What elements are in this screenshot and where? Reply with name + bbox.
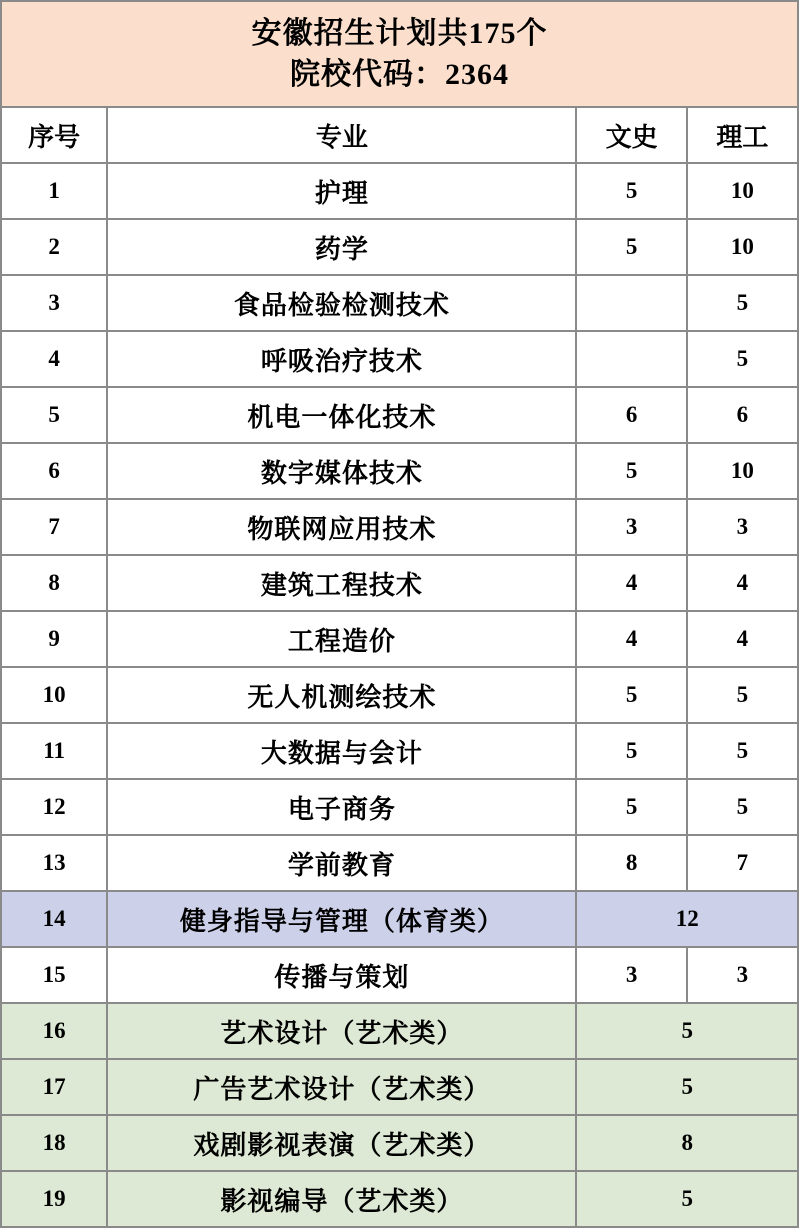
row-number: 5	[1, 387, 107, 443]
table-body	[1, 1, 798, 1227]
row-major-name: 广告艺术设计（艺术类）	[107, 1059, 576, 1115]
row-total-quota: 5	[576, 1003, 798, 1059]
row-ligong-quota: 5	[687, 779, 798, 835]
row-major-name: 戏剧影视表演（艺术类）	[107, 1115, 576, 1171]
table-row	[1, 163, 798, 219]
row-major-name: 影视编导（艺术类）	[107, 1171, 576, 1227]
row-major-name: 艺术设计（艺术类）	[107, 1003, 576, 1059]
column-header-major: 专业	[107, 107, 576, 163]
row-wenshi-quota: 4	[576, 611, 686, 667]
row-major-name: 数字媒体技术	[107, 443, 576, 499]
column-header-no: 序号	[1, 107, 107, 163]
row-ligong-quota: 4	[687, 611, 798, 667]
row-major-name: 机电一体化技术	[107, 387, 576, 443]
table-row	[1, 387, 798, 443]
row-major-name: 大数据与会计	[107, 723, 576, 779]
row-number: 4	[1, 331, 107, 387]
table-row	[1, 555, 798, 611]
row-wenshi-quota: 5	[576, 723, 686, 779]
row-number: 6	[1, 443, 107, 499]
row-major-name: 无人机测绘技术	[107, 667, 576, 723]
row-number: 19	[1, 1171, 107, 1227]
column-header-wenshi: 文史	[576, 107, 686, 163]
row-ligong-quota: 7	[687, 835, 798, 891]
row-total-quota: 12	[576, 891, 798, 947]
row-number: 16	[1, 1003, 107, 1059]
table-row	[1, 891, 798, 947]
row-wenshi-quota	[576, 275, 686, 331]
row-wenshi-quota: 3	[576, 947, 686, 1003]
row-ligong-quota: 3	[687, 499, 798, 555]
row-number: 2	[1, 219, 107, 275]
table-row	[1, 611, 798, 667]
row-total-quota: 5	[576, 1059, 798, 1115]
row-ligong-quota: 3	[687, 947, 798, 1003]
table-row	[1, 443, 798, 499]
row-number: 14	[1, 891, 107, 947]
row-number: 10	[1, 667, 107, 723]
row-ligong-quota: 6	[687, 387, 798, 443]
row-wenshi-quota: 8	[576, 835, 686, 891]
row-wenshi-quota: 5	[576, 219, 686, 275]
table-row	[1, 667, 798, 723]
table-row	[1, 499, 798, 555]
row-wenshi-quota: 3	[576, 499, 686, 555]
row-number: 7	[1, 499, 107, 555]
table-row	[1, 219, 798, 275]
table-header-row	[1, 107, 798, 163]
row-wenshi-quota: 6	[576, 387, 686, 443]
table-row	[1, 1059, 798, 1115]
table-row	[1, 723, 798, 779]
row-major-name: 物联网应用技术	[107, 499, 576, 555]
row-total-quota: 8	[576, 1115, 798, 1171]
table-row	[1, 779, 798, 835]
table-row	[1, 835, 798, 891]
row-wenshi-quota: 5	[576, 779, 686, 835]
table-row	[1, 1115, 798, 1171]
row-major-name: 建筑工程技术	[107, 555, 576, 611]
table-row	[1, 331, 798, 387]
row-number: 17	[1, 1059, 107, 1115]
row-wenshi-quota: 5	[576, 667, 686, 723]
row-major-name: 传播与策划	[107, 947, 576, 1003]
row-major-name: 食品检验检测技术	[107, 275, 576, 331]
page-title	[1, 1, 798, 107]
table-row	[1, 1003, 798, 1059]
row-number: 9	[1, 611, 107, 667]
table-row	[1, 947, 798, 1003]
row-ligong-quota: 5	[687, 275, 798, 331]
table-row	[1, 1171, 798, 1227]
row-major-name: 工程造价	[107, 611, 576, 667]
page-title-line2: 院校代码：2364	[290, 58, 509, 91]
row-major-name: 呼吸治疗技术	[107, 331, 576, 387]
row-ligong-quota: 10	[687, 163, 798, 219]
row-major-name: 健身指导与管理（体育类）	[107, 891, 576, 947]
row-number: 13	[1, 835, 107, 891]
row-number: 11	[1, 723, 107, 779]
row-number: 3	[1, 275, 107, 331]
row-wenshi-quota	[576, 331, 686, 387]
row-ligong-quota: 10	[687, 219, 798, 275]
row-wenshi-quota: 5	[576, 443, 686, 499]
row-wenshi-quota: 4	[576, 555, 686, 611]
row-ligong-quota: 5	[687, 723, 798, 779]
page-title-line1: 安徽招生计划共175个	[251, 16, 548, 50]
table-row	[1, 275, 798, 331]
row-ligong-quota: 10	[687, 443, 798, 499]
row-total-quota: 5	[576, 1171, 798, 1227]
row-number: 18	[1, 1115, 107, 1171]
row-ligong-quota: 5	[687, 667, 798, 723]
row-major-name: 电子商务	[107, 779, 576, 835]
row-number: 1	[1, 163, 107, 219]
row-number: 12	[1, 779, 107, 835]
row-wenshi-quota: 5	[576, 163, 686, 219]
column-header-ligong: 理工	[687, 107, 798, 163]
title-row	[1, 1, 798, 107]
row-ligong-quota: 5	[687, 331, 798, 387]
row-ligong-quota: 4	[687, 555, 798, 611]
row-major-name: 学前教育	[107, 835, 576, 891]
row-major-name: 药学	[107, 219, 576, 275]
row-major-name: 护理	[107, 163, 576, 219]
row-number: 15	[1, 947, 107, 1003]
row-number: 8	[1, 555, 107, 611]
